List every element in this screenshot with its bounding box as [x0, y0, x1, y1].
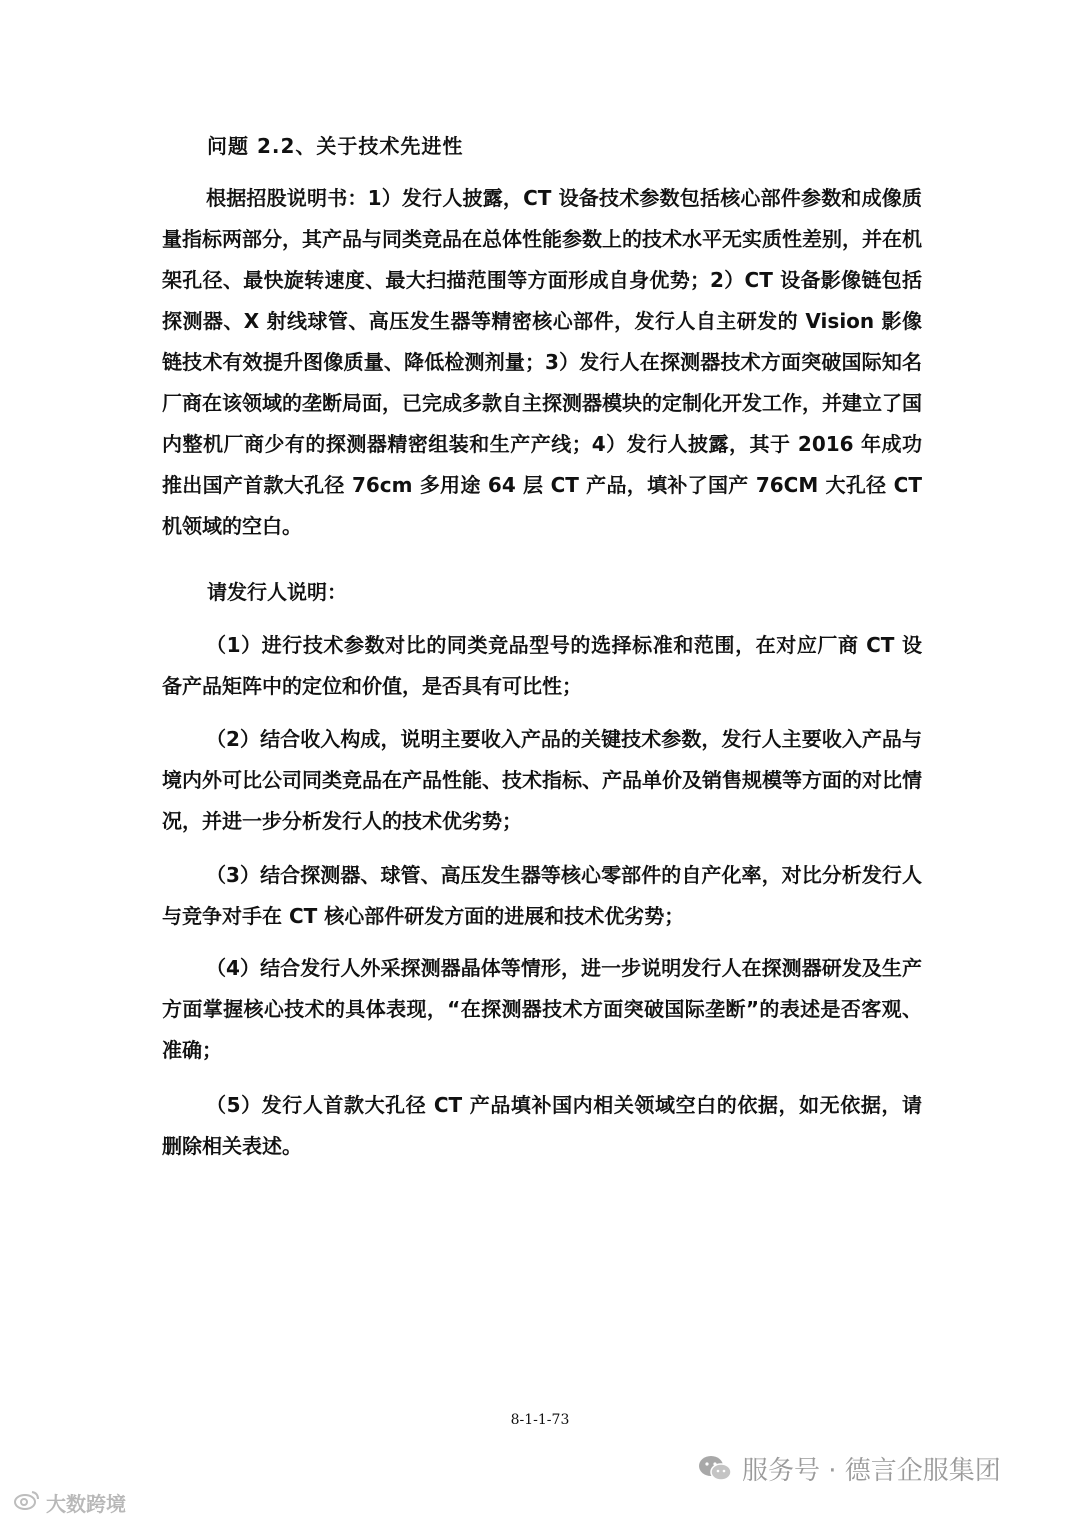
paragraph-item-4: （4）结合发行人外采探测器晶体等情形，进一步说明发行人在探测器研发及生产方面掌握核心技术的具体表现，“在探测器技术方面突破国际垄断”的表述是否客观、准确；: [162, 956, 922, 1062]
watermark-left-text: 大数跨境: [46, 1492, 126, 1516]
weibo-like-logo-icon: [14, 1490, 40, 1515]
paragraph-item-5: （5）发行人首款大孔径 CT 产品填补国内相关领域空白的依据，如无依据，请删除相关表述。: [162, 1093, 922, 1158]
wechat-icon: [698, 1454, 732, 1484]
paragraph-request: 请发行人说明：: [207, 580, 347, 604]
paragraph-background: 根据招股说明书：1）发行人披露，CT 设备技术参数包括核心部件参数和成像质量指标两部分，其产品与同类竞品在总体性能参数上的技术水平无实质性差别，并在机架孔径、最快旋转速度、最大扫描范围等方面形成自身优势；2）CT 设备影像链包括探测器、X 射线球管、高压发生器等精密核心部件，发行人自主研发的 Vision 影像链技术有效提升图像质量、降低检测剂量；3）发行人在探测器技术方面突破国际知名厂商在该领域的垄断局面，已完成多款自主探测器模块的定制化开发工作，并建立了国内整机厂商少有的探测器精密组装和生产产线；4）发行人披露，其于 2016 年成功推出国产首款大孔径 76cm 多用途 64 层 CT 产品，填补了国产 76CM 大孔径 CT 机领域的空白。: [162, 186, 922, 538]
watermark-left: [14, 1488, 126, 1517]
section-heading: 问题 2.2、关于技术先进性: [207, 134, 464, 158]
paragraph-item-3: （3）结合探测器、球管、高压发生器等核心零部件的自产化率，对比分析发行人与竞争对手在 CT 核心部件研发方面的进展和技术优劣势；: [162, 863, 922, 928]
paragraph-item-1: （1）进行技术参数对比的同类竞品型号的选择标准和范围，在对应厂商 CT 设备产品矩阵中的定位和价值，是否具有可比性；: [162, 633, 922, 698]
page-number: 8-1-1-73: [510, 1412, 570, 1428]
paragraph-item-2: （2）结合收入构成，说明主要收入产品的关键技术参数，发行人主要收入产品与境内外可比公司同类竞品在产品性能、技术指标、产品单价及销售规模等方面的对比情况，并进一步分析发行人的技术优劣势；: [162, 727, 922, 833]
watermark-right: [698, 1450, 1001, 1487]
watermark-right-text: 服务号 · 德言企服集团: [742, 1456, 1001, 1486]
